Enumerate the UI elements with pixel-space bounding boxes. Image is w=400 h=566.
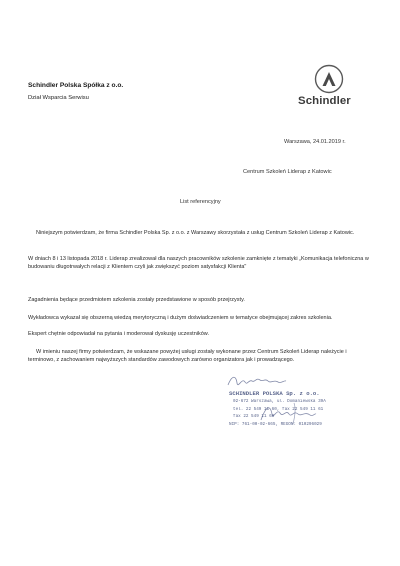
brand-wordmark: Schindler: [298, 95, 351, 107]
letter-title: List referencyjny: [180, 199, 221, 205]
stamp-company: SCHINDLER POLSKA Sp. z o.o.: [229, 390, 320, 397]
schindler-logo-icon: [313, 63, 345, 95]
signature-icon: [226, 373, 288, 391]
date-line: Warszawa, 24.01.2019 r.: [284, 139, 346, 145]
department-name: Dział Wsparcia Serwisu: [28, 95, 89, 101]
paragraph-expert: Ekspert chętnie odpowiadał na pytania i moderował dyskusję uczestników.: [28, 331, 209, 337]
stamp-phone: tel. 22 549 11 60, fax 22 549 11 61: [233, 406, 324, 412]
company-name: Schindler Polska Spółka z o.o.: [28, 82, 124, 89]
paragraph-training-dates: W dniach 8 i 13 listopada 2018 r. Liderap zrealizował dla naszych pracowników szkolenie zamknięte z tematyki „Komunikacja telefoniczna w budowaniu długotrwałych relacji z Klientem czyli jak zwiększyć poziom satysfakcji Klienta": [28, 256, 369, 271]
recipient: Centrum Szkoleń Liderap z Katowic: [243, 169, 332, 175]
paragraph-confirmation: Niniejszym potwierdzam, że firma Schindler Polska Sp. z o.o. z Warszawy skorzystała z usług Centrum Szkoleń Liderap z Katowic.: [36, 230, 355, 236]
stamp-fax: fax 22 549 11 68: [233, 414, 275, 420]
paragraph-lecturer: Wykładowca wykazał się obszerną wiedzą merytoryczną i dużym doświadczeniem w tematyce obejmującej zakres szkolenia.: [28, 315, 333, 321]
paragraph-summary: W imieniu naszej firmy potwierdzam, że wskazane powyżej usługi zostały wykonane przez Centrum Szkoleń Liderap należycie i terminowo, z zachowaniem najwyższych standardów zawodowych zarówno organizatora jak i prowadzącego.: [28, 349, 347, 364]
stamp-address: 02-672 Warszawa, ul. Domaniewska 39A: [233, 399, 326, 404]
stamp-tax-ids: NIP: 761-00-02-665, REGON: 010296029: [229, 421, 322, 427]
company-stamp: [229, 390, 379, 428]
paragraph-topics: Zagadnienia będące przedmiotem szkolenia zostały przedstawione w sposób przejrzysty.: [28, 297, 245, 303]
